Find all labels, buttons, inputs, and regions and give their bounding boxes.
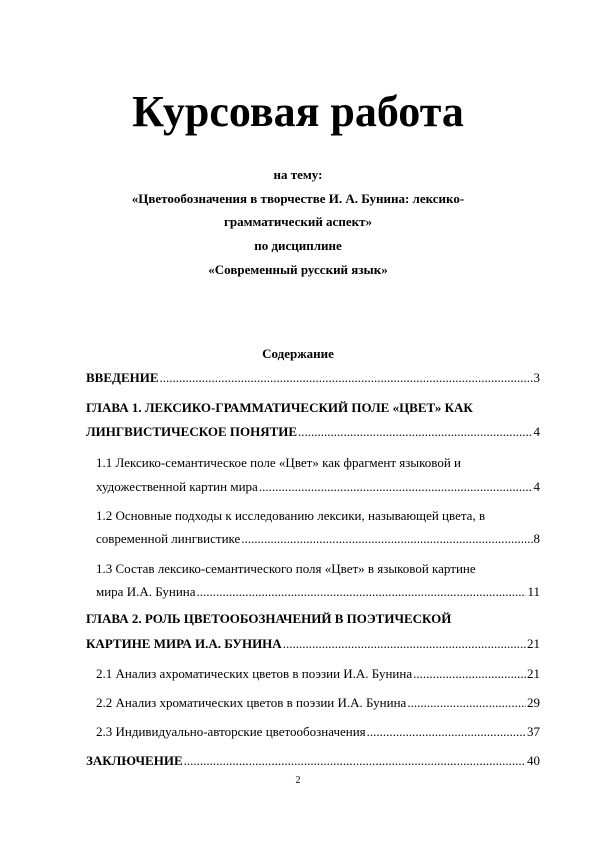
toc-leader-dots (241, 531, 532, 547)
toc-entry-page: 29 (527, 695, 540, 710)
toc-entry-section-1-3-line-1 (96, 561, 540, 577)
toc-leader-dots (407, 695, 526, 711)
toc-entry-label: ЛИНГВИСТИЧЕСКОЕ ПОНЯТИЕ (86, 424, 298, 439)
subtitle-topic-line-1: «Цветообозначения в творчестве И. А. Бунина: лексико- (131, 191, 465, 206)
toc-leader-dots (367, 724, 526, 740)
toc-entry-page: 4 (533, 424, 540, 439)
toc-entry-label: ВВЕДЕНИЕ (86, 370, 159, 385)
toc-entry-section-1-1-line-1 (96, 455, 540, 471)
subtitle-discipline-name: «Современный русский язык» (208, 262, 388, 277)
subtitle-discipline-label: по дисциплине (254, 238, 342, 253)
toc-entry-page: 21 (527, 666, 540, 681)
toc-entry-section-1-2-line-1 (96, 508, 540, 524)
toc-entry-page: 8 (533, 531, 540, 546)
toc-entry-chapter-2-line-1 (86, 611, 540, 627)
toc-entry-label: ЗАКЛЮЧЕНИЕ (86, 753, 183, 768)
toc-entry-label: 2.3 Индивидуально-авторские цветообозначения (96, 724, 366, 739)
toc-entry-section-1-2 (96, 531, 540, 547)
toc-entry-page: 11 (527, 584, 540, 599)
toc-leader-dots (413, 666, 526, 682)
toc-entry-section-1-3 (96, 584, 540, 600)
toc-heading: Содержание (262, 346, 334, 361)
toc-leader-dots (283, 636, 526, 652)
toc-leader-dots (259, 479, 533, 495)
toc-entry-chapter-2 (86, 636, 540, 652)
toc-entry-section-1-1 (96, 479, 540, 495)
subtitle-topic-label: на тему: (273, 167, 323, 182)
toc-entry-label: мира И.А. Бунина (96, 584, 196, 599)
toc-entry-introduction (86, 370, 540, 386)
toc-leader-dots (197, 584, 527, 600)
toc-entry-label: 2.1 Анализ ахроматических цветов в поэзии И.А. Бунина (96, 666, 413, 681)
toc-entry-label: ГЛАВА 2. РОЛЬ ЦВЕТООБОЗНАЧЕНИЙ В ПОЭТИЧЕСКОЙ (86, 611, 452, 626)
document-title: Курсовая работа (132, 87, 464, 136)
page-number: 2 (295, 775, 301, 786)
toc-entry-page: 21 (527, 636, 540, 651)
toc-entry-label: КАРТИНЕ МИРА И.А. БУНИНА (86, 636, 282, 651)
toc-leader-dots (184, 753, 526, 769)
toc-entry-label: художественной картин мира (96, 479, 258, 494)
toc-entry-page: 3 (533, 370, 540, 385)
toc-entry-section-2-3 (96, 724, 540, 740)
toc-entry-page: 4 (533, 479, 540, 494)
toc-entry-section-2-1 (96, 666, 540, 682)
toc-leader-dots (298, 424, 532, 440)
toc-entry-page: 40 (527, 753, 540, 768)
toc-entry-section-2-2 (96, 695, 540, 711)
toc-entry-label: 1.2 Основные подходы к исследованию лексики, называющей цвета, в (96, 508, 486, 523)
subtitle-topic-line-2: грамматический аспект» (224, 214, 372, 229)
toc-entry-label: 1.3 Состав лексико-семантического поля «Цвет» в языковой картине (96, 561, 476, 576)
toc-entry-chapter-1-line-1 (86, 400, 540, 416)
toc-leader-dots (160, 370, 533, 386)
toc-entry-label: 1.1 Лексико-семантическое поле «Цвет» как фрагмент языковой и (96, 455, 461, 470)
toc-entry-page: 37 (527, 724, 540, 739)
toc-entry-chapter-1 (86, 424, 540, 440)
toc-entry-conclusion (86, 753, 540, 769)
toc-entry-label: ГЛАВА 1. ЛЕКСИКО-ГРАММАТИЧЕСКИЙ ПОЛЕ «ЦВЕТ» КАК (86, 400, 473, 415)
toc-entry-label: современной лингвистике (96, 531, 241, 546)
toc-entry-label: 2.2 Анализ хроматических цветов в поэзии И.А. Бунина (96, 695, 407, 710)
